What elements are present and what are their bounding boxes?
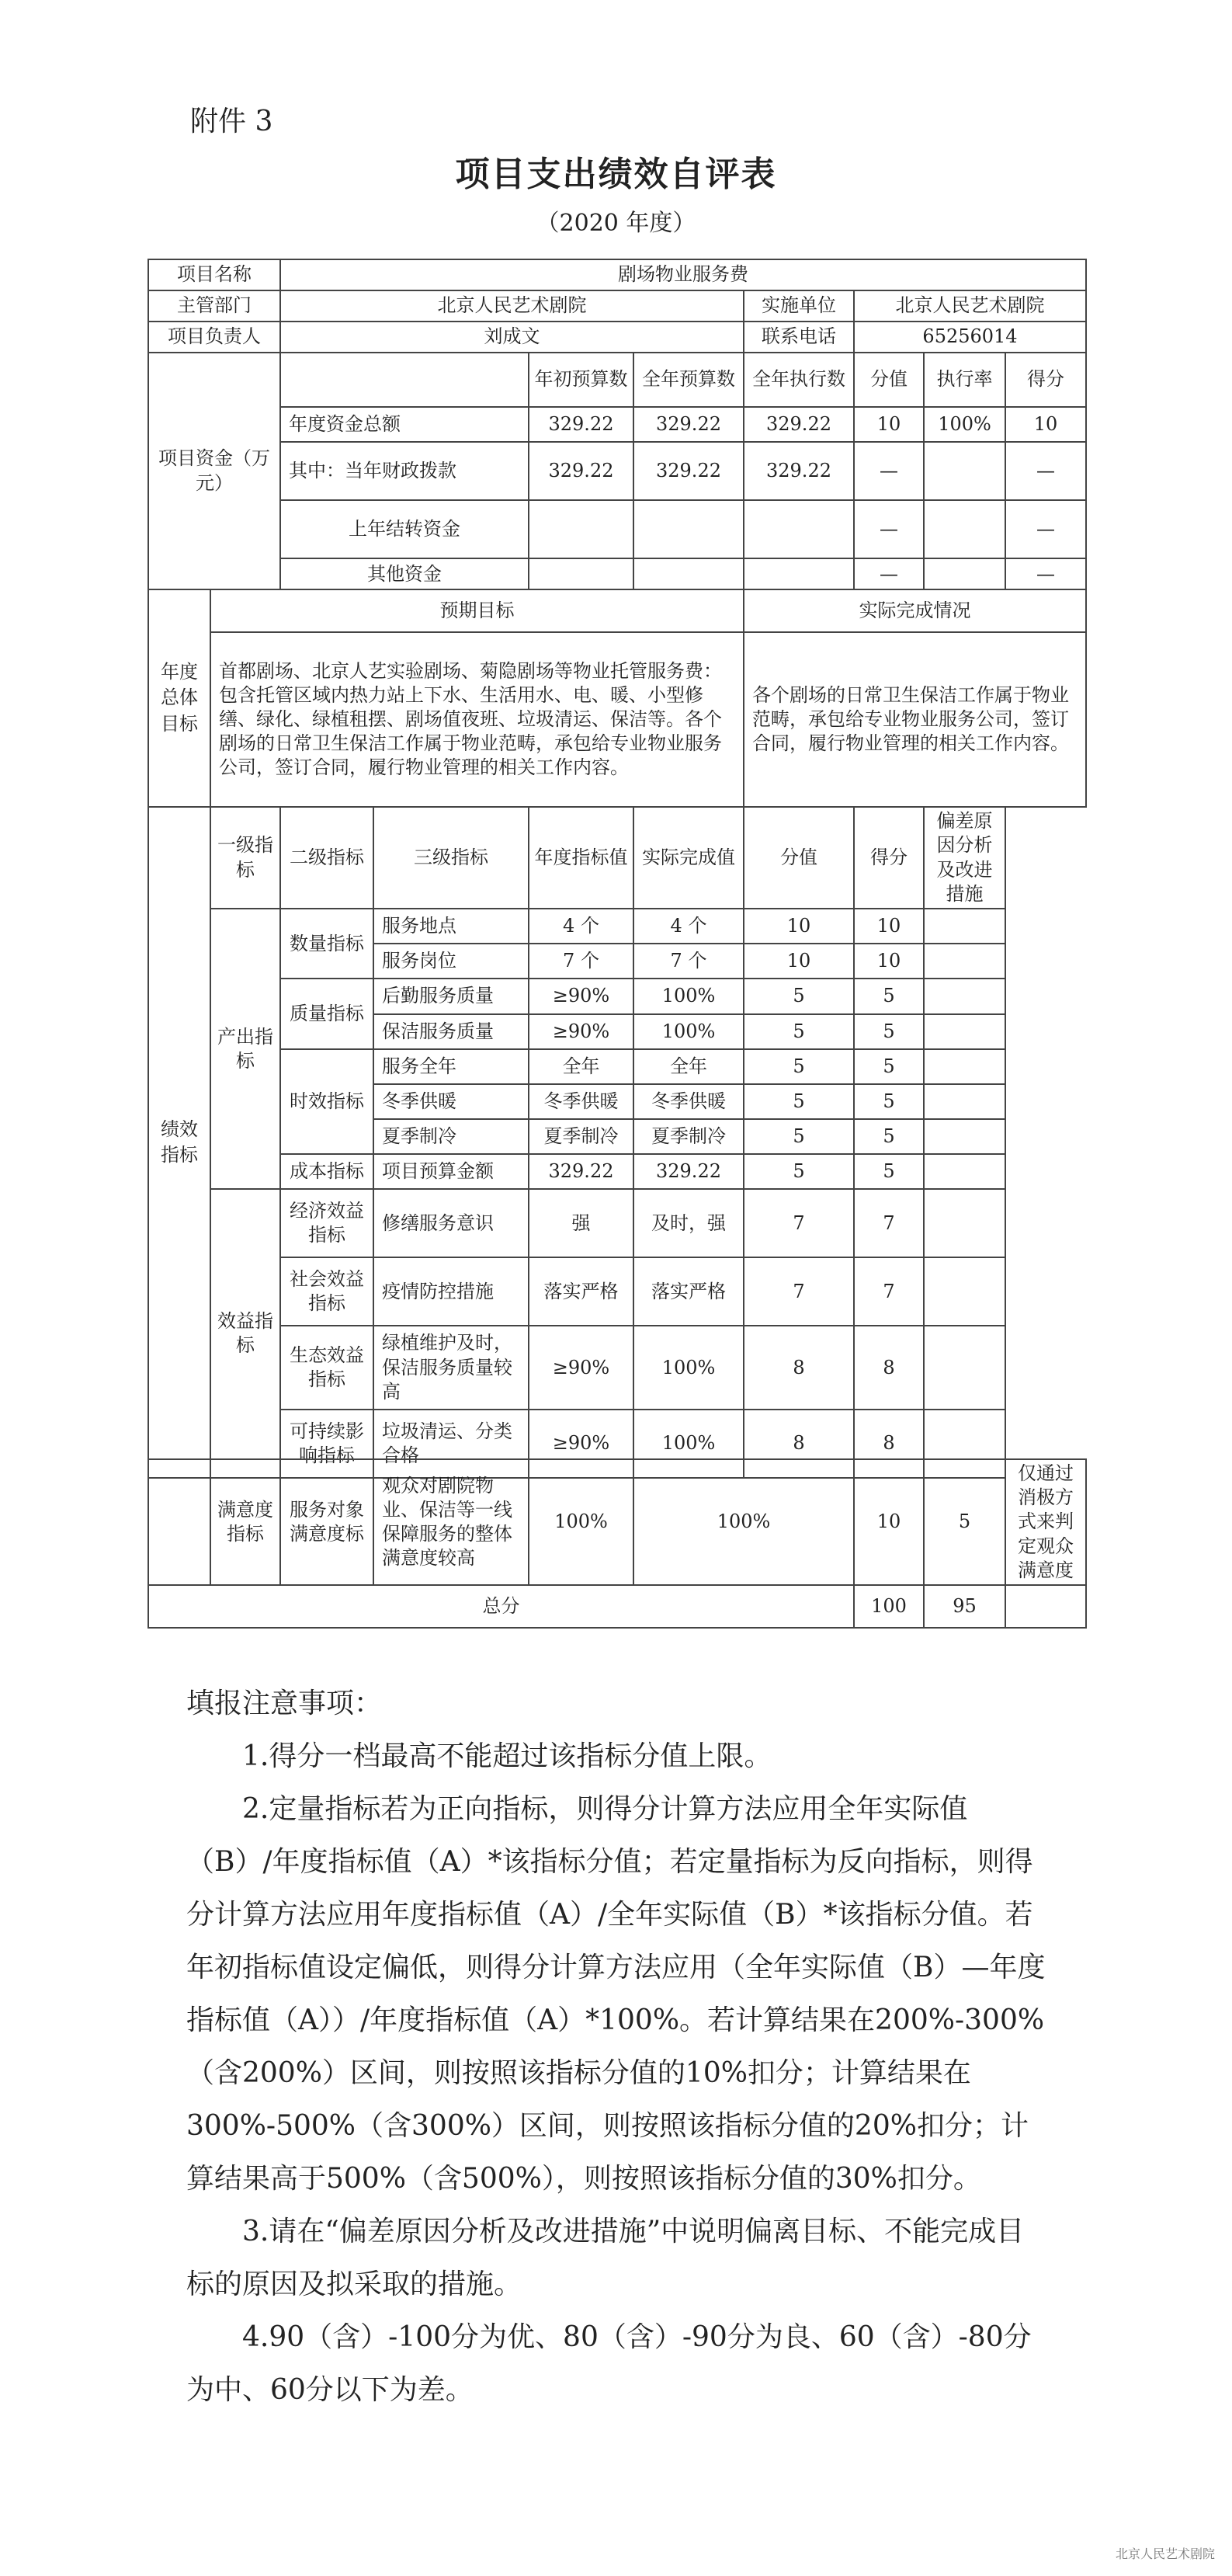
perf-c3: 保洁服务质量 — [373, 1014, 529, 1049]
funds-cell: — — [1005, 558, 1086, 589]
perf-c3: 服务全年 — [373, 1049, 529, 1084]
perf-got: 5 — [854, 979, 924, 1013]
satisfaction-actual: 100% — [633, 1459, 854, 1585]
perf-label: 绩效指标 — [148, 807, 210, 1478]
perf-score: 10 — [744, 909, 854, 944]
report-year: （2020 年度） — [536, 210, 696, 237]
perf-got: 10 — [854, 909, 924, 944]
funds-cell — [529, 558, 633, 589]
perf-target: ≥90% — [529, 1326, 633, 1410]
perf-c3: 疫情防控措施 — [373, 1257, 529, 1326]
funds-row-label: 上年结转资金 — [280, 500, 529, 558]
funds-cell: 100% — [924, 407, 1005, 442]
perf-c3: 夏季制冷 — [373, 1119, 529, 1154]
perf-c2: 生态效益指标 — [280, 1326, 373, 1410]
actual-result-text: 各个剧场的日常卫生保洁工作属于物业范畴，承包给专业物业服务公司，签订合同，履行物业管理的相关工作内容。 — [744, 632, 1086, 807]
perf-header: 分值 — [744, 807, 854, 909]
perf-got: 10 — [854, 944, 924, 979]
perf-header: 实际完成值 — [633, 807, 744, 909]
funds-cell: 329.22 — [529, 442, 633, 500]
perf-c3: 服务岗位 — [373, 944, 529, 979]
perf-got: 5 — [854, 1119, 924, 1154]
watermark: 北京人民艺术剧院 — [1115, 2546, 1215, 2561]
perf-score: 5 — [744, 1049, 854, 1084]
perf-actual: 7 个 — [633, 944, 744, 979]
total-label: 总分 — [148, 1585, 854, 1628]
funds-header: 全年执行数 — [744, 353, 854, 407]
perf-actual: 100% — [633, 1014, 744, 1049]
expected-goal-text: 首都剧场、北京人艺实验剧场、菊隐剧场等物业托管服务费：包含托管区域内热力站上下水、生活用水、电、暖、小型修缮、绿化、绿植租摆、剧场值夜班、垃圾清运、保洁等。各个剧场的日常卫生保洁工作属于物业范畴，承包给专业物业服务公司，签订合同，履行物业管理的相关工作内容。 — [210, 632, 744, 807]
total-score: 100 — [854, 1585, 924, 1628]
funds-row-label: 其中：当年财政拨款 — [280, 442, 529, 500]
satisfaction-reason: 仅通过消极方式来判定观众满意度 — [1005, 1459, 1086, 1585]
funds-cell — [529, 500, 633, 558]
perf-target: ≥90% — [529, 979, 633, 1013]
perf-header: 一级指标 — [210, 807, 280, 909]
phone-value: 65256014 — [854, 322, 1086, 353]
perf-c2: 可持续影响指标 — [280, 1410, 373, 1478]
perf-reason — [924, 1154, 1005, 1189]
expected-header: 预期目标 — [210, 589, 744, 632]
perf-score: 5 — [744, 1084, 854, 1119]
funds-header-blank — [280, 353, 529, 407]
perf-reason — [924, 979, 1005, 1013]
perf-score: 5 — [744, 1014, 854, 1049]
perf-c2: 社会效益指标 — [280, 1257, 373, 1326]
annex-label: 附件 3 — [190, 106, 273, 137]
funds-cell: 10 — [1005, 407, 1086, 442]
perf-header: 偏差原因分析及改进措施 — [924, 807, 1005, 909]
dept-value: 北京人民艺术剧院 — [280, 290, 744, 322]
perf-reason — [924, 1014, 1005, 1049]
perf-score: 5 — [744, 1119, 854, 1154]
perf-got: 8 — [854, 1410, 924, 1478]
funds-cell — [924, 442, 1005, 500]
funds-cell: — — [854, 442, 924, 500]
perf-actual: 100% — [633, 979, 744, 1013]
perf-header: 三级指标 — [373, 807, 529, 909]
funds-row-label: 其他资金 — [280, 558, 529, 589]
perf-reason — [924, 909, 1005, 944]
perf-header: 二级指标 — [280, 807, 373, 909]
perf-target: ≥90% — [529, 1014, 633, 1049]
perf-reason — [924, 1084, 1005, 1119]
perf-reason — [924, 1326, 1005, 1410]
benefit-label: 效益指标 — [210, 1189, 280, 1478]
perf-actual: 全年 — [633, 1049, 744, 1084]
perf-got: 5 — [854, 1084, 924, 1119]
funds-cell — [744, 558, 854, 589]
perf-got: 8 — [854, 1326, 924, 1410]
quality-label: 质量指标 — [280, 979, 373, 1048]
perf-c3: 服务地点 — [373, 909, 529, 944]
funds-cell — [744, 500, 854, 558]
perf-actual: 329.22 — [633, 1154, 744, 1189]
perf-score: 8 — [744, 1326, 854, 1410]
perf-reason — [924, 944, 1005, 979]
perf-got: 5 — [854, 1154, 924, 1189]
lead-value: 刘成文 — [280, 322, 744, 353]
perf-actual: 落实严格 — [633, 1257, 744, 1326]
perf-target: 329.22 — [529, 1154, 633, 1189]
funds-cell: 329.22 — [744, 407, 854, 442]
perf-got: 7 — [854, 1189, 924, 1257]
perf-actual: 及时，强 — [633, 1189, 744, 1257]
perf-score: 10 — [744, 944, 854, 979]
page-title: 项目支出绩效自评表 — [455, 155, 777, 194]
funds-cell: 329.22 — [633, 442, 744, 500]
satisfaction-table — [147, 1458, 1087, 1629]
perf-got: 5 — [854, 1049, 924, 1084]
perf-c3: 冬季供暖 — [373, 1084, 529, 1119]
phone-label: 联系电话 — [744, 322, 854, 353]
total-blank — [1005, 1585, 1086, 1628]
filling-notes — [186, 1677, 1048, 2417]
perf-target: 全年 — [529, 1049, 633, 1084]
perf-c3: 绿植维护及时，保洁服务质量较高 — [373, 1326, 529, 1410]
evaluation-table — [147, 259, 1087, 1479]
note-item: 2.定量指标若为正向指标，则得分计算方法应用全年实际值（B）/年度指标值（A）*该指标分值；若定量指标为反向指标，则得分计算方法应用年度指标值（A）/全年实际值（B）*该指标分值。若年初指标值设定偏低，则得分计算方法应用（全年实际值（B）—年度指标值（A））/年度指标值（A）*100%。若计算结果在200%-300%（含200%）区间，则按照该指标分值的10%扣分；计算结果在300%-500%（含300%）区间，则按照该指标分值的20%扣分；计算结果高于500%（含500%），则按照该指标分值的30%扣分。 — [186, 1793, 1046, 2195]
funds-cell: 329.22 — [633, 407, 744, 442]
perf-header: 年度指标值 — [529, 807, 633, 909]
perf-reason — [924, 1257, 1005, 1326]
satisfaction-c2: 服务对象满意度标 — [280, 1459, 373, 1585]
output-label: 产出指标 — [210, 909, 280, 1190]
perf-score: 8 — [744, 1410, 854, 1478]
perf-header: 得分 — [854, 807, 924, 909]
funds-row-label: 年度资金总额 — [280, 407, 529, 442]
cost-label: 成本指标 — [280, 1154, 373, 1189]
funds-cell: — — [854, 500, 924, 558]
note-item: 3.请在“偏差原因分析及改进措施”中说明偏离目标、不能完成目标的原因及拟采取的措施。 — [186, 2216, 1025, 2300]
lead-label: 项目负责人 — [148, 322, 280, 353]
funds-cell — [924, 558, 1005, 589]
perf-target: 冬季供暖 — [529, 1084, 633, 1119]
funds-cell: — — [854, 558, 924, 589]
perf-target: 7 个 — [529, 944, 633, 979]
perf-actual: 100% — [633, 1326, 744, 1410]
satisfaction-target: 100% — [529, 1459, 633, 1585]
satisfaction-blank — [148, 1459, 210, 1585]
funds-cell: — — [1005, 442, 1086, 500]
funds-cell: 329.22 — [529, 407, 633, 442]
perf-score: 5 — [744, 1154, 854, 1189]
timeliness-label: 时效指标 — [280, 1049, 373, 1155]
note-item: 1.得分一档最高不能超过该指标分值上限。 — [242, 1740, 772, 1772]
quantity-label: 数量指标 — [280, 909, 373, 979]
perf-c2: 经济效益指标 — [280, 1189, 373, 1257]
perf-reason — [924, 1119, 1005, 1154]
perf-c3: 后勤服务质量 — [373, 979, 529, 1013]
impl-label: 实施单位 — [744, 290, 854, 322]
perf-score: 7 — [744, 1257, 854, 1326]
satisfaction-got: 5 — [924, 1459, 1005, 1585]
funds-header: 分值 — [854, 353, 924, 407]
perf-score: 7 — [744, 1189, 854, 1257]
perf-reason — [924, 1189, 1005, 1257]
note-item: 4.90（含）-100分为优、80（含）-90分为良、60（含）-80分为中、60分以下为差。 — [186, 2321, 1032, 2406]
perf-c3: 项目预算金额 — [373, 1154, 529, 1189]
funds-label: 项目资金（万元） — [148, 353, 280, 589]
perf-reason — [924, 1049, 1005, 1084]
perf-actual: 夏季制冷 — [633, 1119, 744, 1154]
satisfaction-score: 10 — [854, 1459, 924, 1585]
funds-cell: 10 — [854, 407, 924, 442]
project-name-label: 项目名称 — [148, 259, 280, 290]
funds-cell: 329.22 — [744, 442, 854, 500]
perf-actual: 100% — [633, 1410, 744, 1478]
perf-target: 落实严格 — [529, 1257, 633, 1326]
dept-label: 主管部门 — [148, 290, 280, 322]
actual-header: 实际完成情况 — [744, 589, 1086, 632]
perf-actual: 冬季供暖 — [633, 1084, 744, 1119]
perf-got: 7 — [854, 1257, 924, 1326]
perf-actual: 4 个 — [633, 909, 744, 944]
funds-cell — [633, 558, 744, 589]
perf-got: 5 — [854, 1014, 924, 1049]
funds-header: 执行率 — [924, 353, 1005, 407]
total-got: 95 — [924, 1585, 1005, 1628]
impl-value: 北京人民艺术剧院 — [854, 290, 1086, 322]
satisfaction-c1: 满意度指标 — [210, 1459, 280, 1585]
funds-header: 得分 — [1005, 353, 1086, 407]
perf-target: 强 — [529, 1189, 633, 1257]
perf-target: ≥90% — [529, 1410, 633, 1478]
perf-target: 夏季制冷 — [529, 1119, 633, 1154]
funds-cell — [924, 500, 1005, 558]
goals-label: 年度总体目标 — [148, 589, 210, 807]
perf-target: 4 个 — [529, 909, 633, 944]
perf-c3: 修缮服务意识 — [373, 1189, 529, 1257]
funds-header: 全年预算数 — [633, 353, 744, 407]
funds-cell: — — [1005, 500, 1086, 558]
perf-c3: 垃圾清运、分类合格 — [373, 1410, 529, 1478]
funds-header: 年初预算数 — [529, 353, 633, 407]
project-name: 剧场物业服务费 — [280, 259, 1086, 290]
notes-title: 填报注意事项： — [186, 1688, 383, 1719]
perf-score: 5 — [744, 979, 854, 1013]
funds-cell — [633, 500, 744, 558]
satisfaction-c3: 观众对剧院物业、保洁等一线保障服务的整体满意度较高 — [373, 1459, 529, 1585]
